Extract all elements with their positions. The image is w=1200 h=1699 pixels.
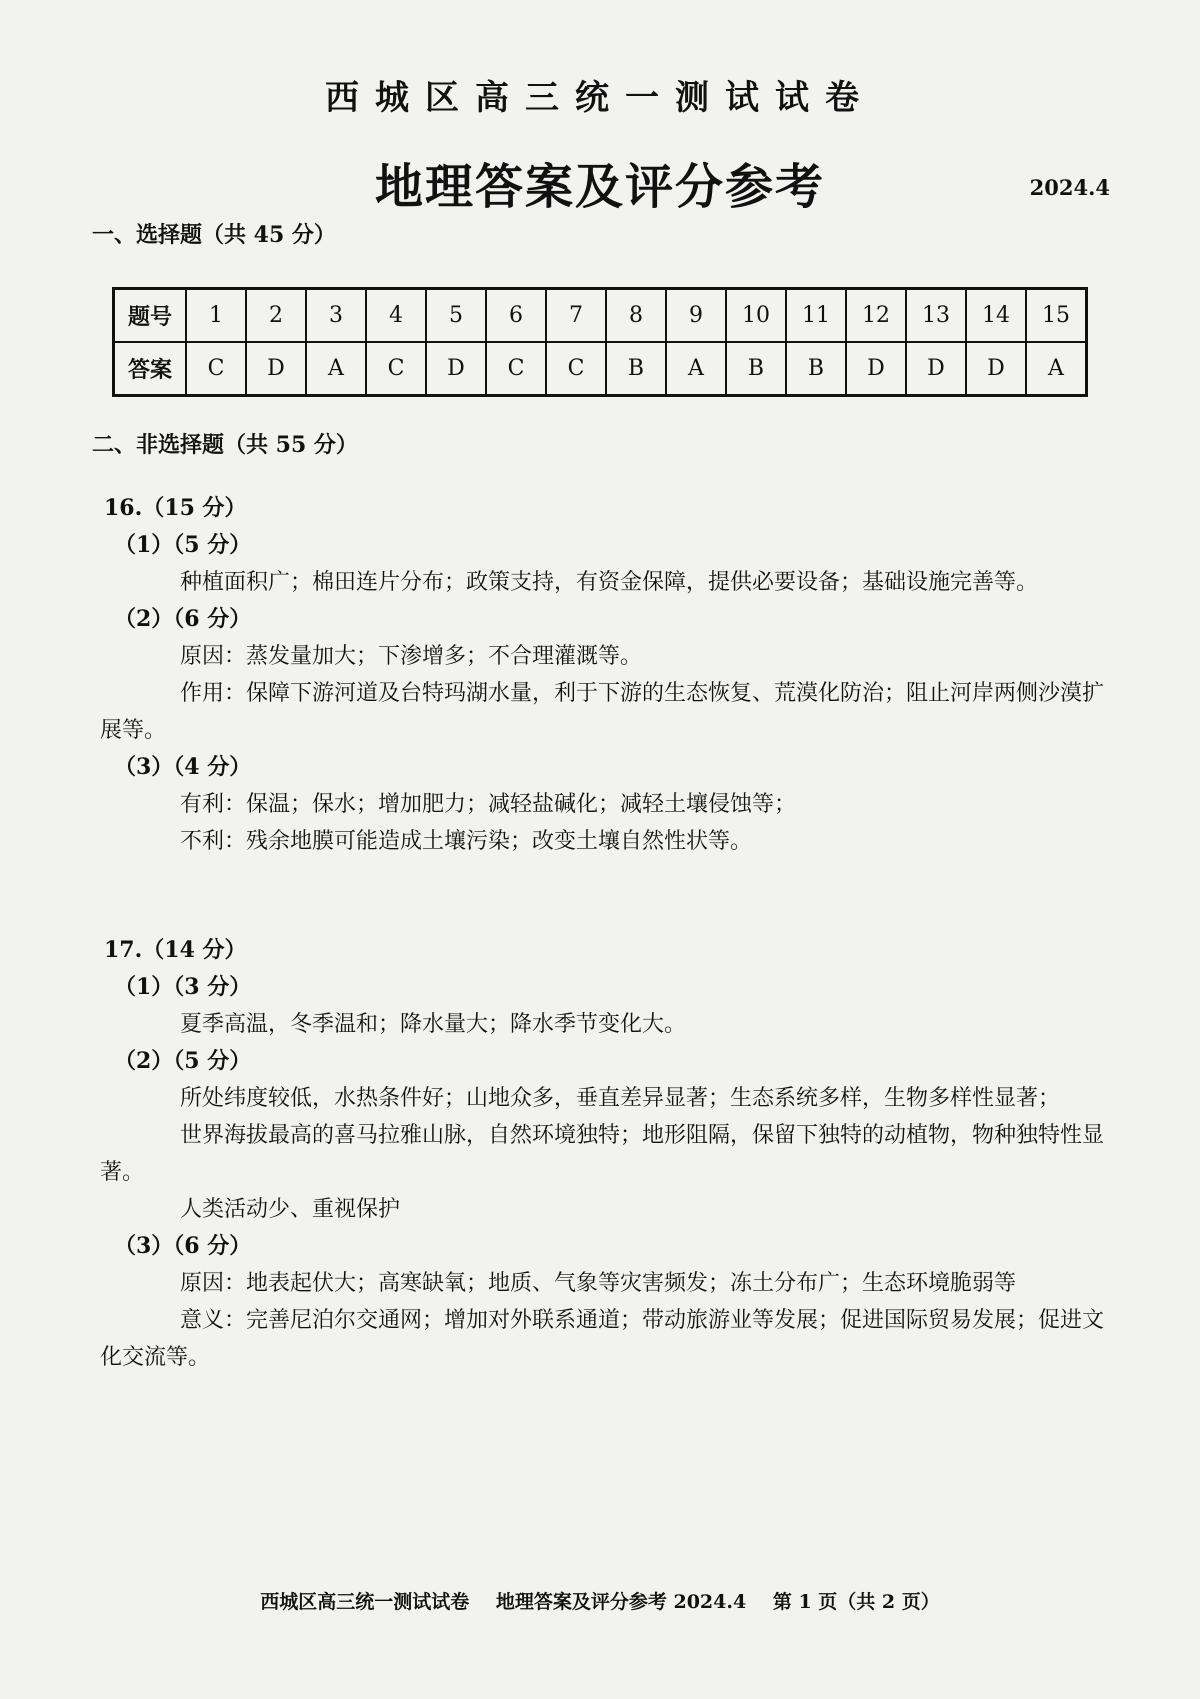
question-number: 8: [606, 289, 666, 343]
question-number: 10: [726, 289, 786, 343]
q17-part3-meaning: 意义：完善尼泊尔交通网；增加对外联系通道；带动旅游业等发展；促进国际贸易发展；促进文化交流等。: [100, 1308, 1105, 1370]
page-footer: [0, 1587, 1200, 1614]
question-number: 14: [966, 289, 1026, 343]
q17-part3-reason: 原因：地表起伏大；高寒缺氧；地质、气象等灾害频发；冻土分布广；生态环境脆弱等: [180, 1271, 1017, 1296]
answer-letter: B: [606, 342, 666, 396]
answer-table: [112, 287, 1088, 397]
question-number: 4: [366, 289, 426, 343]
answer-letter: D: [966, 342, 1026, 396]
q17-part2-answer-3: 人类活动少、重视保护: [180, 1197, 401, 1222]
question-17-title: 17.（14 分）: [104, 937, 247, 963]
answer-letter: C: [186, 342, 246, 396]
answer-letter: D: [246, 342, 306, 396]
question-number: 11: [786, 289, 846, 343]
question-number: 9: [666, 289, 726, 343]
q16-part3-good: 有利：保温；保水；增加肥力；减轻盐碱化；减轻土壤侵蚀等；: [180, 792, 797, 817]
question-number: 12: [846, 289, 906, 343]
q16-part2-reason: 原因：蒸发量加大；下渗增多；不合理灌溉等。: [180, 644, 643, 669]
question-16-title: 16.（15 分）: [104, 495, 247, 521]
answer-letter: C: [486, 342, 546, 396]
q17-part2-answer-1: 所处纬度较低，水热条件好；山地众多，垂直差异显著；生态系统多样，生物多样性显著；: [180, 1086, 1061, 1111]
q17-part1-title: （1）（3 分）: [114, 974, 252, 1000]
q17-part1-answer: 夏季高温，冬季温和；降水量大；降水季节变化大。: [180, 1012, 687, 1037]
school-title: 西城区高三统一测试试卷: [325, 78, 875, 118]
footer-page-number: 第 1 页（共 2 页）: [772, 1591, 940, 1613]
q16-part1-answer: 种植面积广；棉田连片分布；政策支持，有资金保障，提供必要设备；基础设施完善等。: [180, 570, 1039, 595]
q17-part2-title: （2）（5 分）: [114, 1048, 252, 1074]
q16-part1-title: （1）（5 分）: [114, 532, 252, 558]
row-label-number: 题号: [114, 289, 187, 343]
question-16: [100, 490, 1110, 860]
question-number: 1: [186, 289, 246, 343]
question-number: 6: [486, 289, 546, 343]
question-number: 15: [1026, 289, 1087, 343]
answer-letter: B: [786, 342, 846, 396]
question-number: 3: [306, 289, 366, 343]
q16-part3-title: （3）（4 分）: [114, 754, 252, 780]
q16-part3-bad: 不利：残余地膜可能造成土壤污染；改变土壤自然性状等。: [180, 829, 753, 854]
answer-letter: D: [846, 342, 906, 396]
answer-letter: D: [906, 342, 966, 396]
answer-letter: C: [366, 342, 426, 396]
footer-school: 西城区高三统一测试试卷: [260, 1591, 470, 1613]
answer-letter: C: [546, 342, 606, 396]
question-number: 2: [246, 289, 306, 343]
document-date: 2024.4: [1029, 175, 1110, 200]
table-row-answers: [114, 342, 1087, 396]
q17-part2-answer-2: 世界海拔最高的喜马拉雅山脉，自然环境独特；地形阻隔，保留下独特的动植物，物种独特性显著。: [100, 1123, 1105, 1185]
question-number: 5: [426, 289, 486, 343]
section1-heading: 一、选择题（共 45 分）: [92, 222, 336, 248]
q16-part2-effect: 作用：保障下游河道及台特玛湖水量，利于下游的生态恢复、荒漠化防治；阻止河岸两侧沙漠扩展等。: [100, 681, 1105, 743]
table-row-numbers: [114, 289, 1087, 343]
answer-letter: A: [666, 342, 726, 396]
answer-letter: A: [1026, 342, 1087, 396]
answer-letter: B: [726, 342, 786, 396]
footer-doc: 地理答案及评分参考 2024.4: [495, 1591, 747, 1613]
answer-letter: A: [306, 342, 366, 396]
section2-heading: 二、非选择题（共 55 分）: [92, 432, 358, 458]
row-label-answer: 答案: [114, 342, 187, 396]
q16-part2-title: （2）（6 分）: [114, 606, 252, 632]
question-number: 7: [546, 289, 606, 343]
question-17: [100, 932, 1110, 1376]
q17-part3-title: （3）（6 分）: [114, 1233, 252, 1259]
document-title: 地理答案及评分参考: [374, 159, 825, 215]
answer-letter: D: [426, 342, 486, 396]
question-number: 13: [906, 289, 966, 343]
